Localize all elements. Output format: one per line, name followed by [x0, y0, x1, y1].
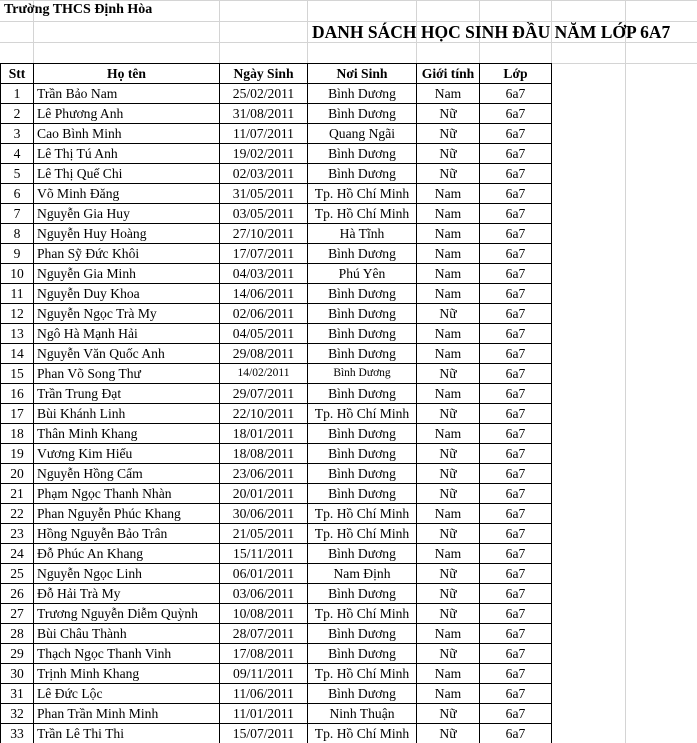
cell-gender[interactable]: Nam: [417, 204, 480, 224]
table-row: [1, 464, 552, 484]
table-body: [1, 84, 552, 743]
cell-class[interactable]: 6a7: [480, 104, 552, 124]
cell-gender[interactable]: Nam: [417, 684, 480, 704]
cell-birthplace[interactable]: Bình Dương: [308, 364, 417, 384]
cell-dob[interactable]: 11/01/2011: [220, 704, 308, 724]
cell-stt[interactable]: 7: [1, 204, 34, 224]
cell-stt[interactable]: 3: [1, 124, 34, 144]
table-row: [1, 224, 552, 244]
cell-name[interactable]: Nguyễn Hồng Cẩm: [34, 464, 220, 484]
cell-stt[interactable]: 11: [1, 284, 34, 304]
cell-name[interactable]: Võ Minh Đăng: [34, 184, 220, 204]
table-row: [1, 124, 552, 144]
cell-birthplace[interactable]: Phú Yên: [308, 264, 417, 284]
cell-gender[interactable]: Nam: [417, 504, 480, 524]
cell-dob[interactable]: 03/06/2011: [220, 584, 308, 604]
cell-class[interactable]: 6a7: [480, 604, 552, 624]
gridline-horizontal: [0, 0, 697, 1]
table-row: [1, 204, 552, 224]
table-row: [1, 724, 552, 743]
cell-gender[interactable]: Nam: [417, 324, 480, 344]
cell-birthplace[interactable]: Hà Tĩnh: [308, 224, 417, 244]
cell-dob[interactable]: 18/01/2011: [220, 424, 308, 444]
cell-dob[interactable]: 22/10/2011: [220, 404, 308, 424]
table-row: [1, 524, 552, 544]
cell-gender[interactable]: Nữ: [417, 144, 480, 164]
cell-name[interactable]: Trần Trung Đạt: [34, 384, 220, 404]
cell-stt[interactable]: 27: [1, 604, 34, 624]
cell-name[interactable]: Trần Lê Thi Thi: [34, 724, 220, 743]
cell-stt[interactable]: 32: [1, 704, 34, 724]
cell-birthplace[interactable]: Tp. Hồ Chí Minh: [308, 664, 417, 684]
cell-birthplace[interactable]: Tp. Hồ Chí Minh: [308, 204, 417, 224]
cell-dob[interactable]: 21/05/2011: [220, 524, 308, 544]
cell-name[interactable]: Nguyễn Gia Huy: [34, 204, 220, 224]
cell-name[interactable]: Nguyễn Ngọc Linh: [34, 564, 220, 584]
cell-name[interactable]: Lê Phương Anh: [34, 104, 220, 124]
cell-stt[interactable]: 22: [1, 504, 34, 524]
cell-birthplace[interactable]: Bình Dương: [308, 104, 417, 124]
cell-class[interactable]: 6a7: [480, 404, 552, 424]
cell-gender[interactable]: Nam: [417, 184, 480, 204]
cell-birthplace[interactable]: Tp. Hồ Chí Minh: [308, 724, 417, 743]
cell-class[interactable]: 6a7: [480, 444, 552, 464]
cell-stt[interactable]: 19: [1, 444, 34, 464]
cell-gender[interactable]: Nữ: [417, 564, 480, 584]
table-row: [1, 564, 552, 584]
cell-class[interactable]: 6a7: [480, 384, 552, 404]
cell-name[interactable]: Thân Minh Khang: [34, 424, 220, 444]
cell-dob[interactable]: 29/08/2011: [220, 344, 308, 364]
cell-gender[interactable]: Nam: [417, 264, 480, 284]
cell-birthplace[interactable]: Bình Dương: [308, 464, 417, 484]
cell-birthplace[interactable]: Tp. Hồ Chí Minh: [308, 184, 417, 204]
cell-name[interactable]: Phan Sỹ Đức Khôi: [34, 244, 220, 264]
cell-dob[interactable]: 04/05/2011: [220, 324, 308, 344]
cell-class[interactable]: 6a7: [480, 464, 552, 484]
cell-gender[interactable]: Nam: [417, 344, 480, 364]
cell-dob[interactable]: 20/01/2011: [220, 484, 308, 504]
cell-birthplace[interactable]: Ninh Thuận: [308, 704, 417, 724]
cell-gender[interactable]: Nữ: [417, 584, 480, 604]
cell-name[interactable]: Trịnh Minh Khang: [34, 664, 220, 684]
cell-stt[interactable]: 26: [1, 584, 34, 604]
cell-dob[interactable]: 11/07/2011: [220, 124, 308, 144]
cell-name[interactable]: Nguyễn Huy Hoàng: [34, 224, 220, 244]
cell-class[interactable]: 6a7: [480, 244, 552, 264]
cell-class[interactable]: 6a7: [480, 704, 552, 724]
cell-name[interactable]: Hồng Nguyễn Bảo Trân: [34, 524, 220, 544]
cell-gender[interactable]: Nữ: [417, 364, 480, 384]
cell-gender[interactable]: Nữ: [417, 444, 480, 464]
cell-dob[interactable]: 14/02/2011: [220, 364, 308, 384]
header-class[interactable]: Lớp: [480, 64, 552, 84]
cell-stt[interactable]: 15: [1, 364, 34, 384]
cell-dob[interactable]: 09/11/2011: [220, 664, 308, 684]
school-name[interactable]: Trường THCS Định Hòa: [4, 2, 153, 17]
cell-class[interactable]: 6a7: [480, 624, 552, 644]
cell-dob[interactable]: 27/10/2011: [220, 224, 308, 244]
cell-class[interactable]: 6a7: [480, 84, 552, 104]
cell-stt[interactable]: 28: [1, 624, 34, 644]
cell-class[interactable]: 6a7: [480, 724, 552, 743]
table-row: [1, 504, 552, 524]
cell-name[interactable]: Ngô Hà Mạnh Hải: [34, 324, 220, 344]
cell-dob[interactable]: 17/08/2011: [220, 644, 308, 664]
cell-name[interactable]: Nguyễn Ngọc Trà My: [34, 304, 220, 324]
table-row: [1, 704, 552, 724]
cell-birthplace[interactable]: Tp. Hồ Chí Minh: [308, 524, 417, 544]
cell-stt[interactable]: 16: [1, 384, 34, 404]
cell-class[interactable]: 6a7: [480, 344, 552, 364]
cell-class[interactable]: 6a7: [480, 264, 552, 284]
cell-name[interactable]: Nguyễn Gia Minh: [34, 264, 220, 284]
student-table: [0, 63, 552, 743]
cell-name[interactable]: Phan Trần Minh Minh: [34, 704, 220, 724]
cell-birthplace[interactable]: Bình Dương: [308, 444, 417, 464]
table-row: [1, 384, 552, 404]
cell-gender[interactable]: Nữ: [417, 484, 480, 504]
cell-birthplace[interactable]: Bình Dương: [308, 344, 417, 364]
cell-name[interactable]: Phạm Ngọc Thanh Nhàn: [34, 484, 220, 504]
cell-gender[interactable]: Nam: [417, 664, 480, 684]
header-name[interactable]: Họ tên: [34, 64, 220, 84]
cell-name[interactable]: Lê Thị Quế Chi: [34, 164, 220, 184]
cell-stt[interactable]: 14: [1, 344, 34, 364]
cell-stt[interactable]: 31: [1, 684, 34, 704]
table-row: [1, 144, 552, 164]
cell-dob[interactable]: 17/07/2011: [220, 244, 308, 264]
cell-name[interactable]: Nguyễn Duy Khoa: [34, 284, 220, 304]
table-row: [1, 684, 552, 704]
cell-dob[interactable]: 04/03/2011: [220, 264, 308, 284]
cell-dob[interactable]: 15/07/2011: [220, 724, 308, 743]
table-row: [1, 284, 552, 304]
cell-dob[interactable]: 29/07/2011: [220, 384, 308, 404]
table-row: [1, 164, 552, 184]
table-row: [1, 324, 552, 344]
cell-birthplace[interactable]: Bình Dương: [308, 84, 417, 104]
cell-birthplace[interactable]: Bình Dương: [308, 144, 417, 164]
header-birthplace[interactable]: Nơi Sinh: [308, 64, 417, 84]
cell-stt[interactable]: 23: [1, 524, 34, 544]
cell-dob[interactable]: 31/08/2011: [220, 104, 308, 124]
cell-stt[interactable]: 1: [1, 84, 34, 104]
cell-stt[interactable]: 4: [1, 144, 34, 164]
cell-gender[interactable]: Nam: [417, 244, 480, 264]
cell-stt[interactable]: 13: [1, 324, 34, 344]
cell-gender[interactable]: Nam: [417, 624, 480, 644]
cell-class[interactable]: 6a7: [480, 424, 552, 444]
cell-gender[interactable]: Nữ: [417, 644, 480, 664]
table-row: [1, 544, 552, 564]
cell-gender[interactable]: Nữ: [417, 724, 480, 743]
cell-gender[interactable]: Nam: [417, 544, 480, 564]
cell-stt[interactable]: 6: [1, 184, 34, 204]
table-row: [1, 484, 552, 504]
cell-stt[interactable]: 9: [1, 244, 34, 264]
table-row: [1, 184, 552, 204]
cell-name[interactable]: Trần Bảo Nam: [34, 84, 220, 104]
cell-gender[interactable]: Nữ: [417, 164, 480, 184]
cell-class[interactable]: 6a7: [480, 324, 552, 344]
cell-birthplace[interactable]: Tp. Hồ Chí Minh: [308, 604, 417, 624]
cell-class[interactable]: 6a7: [480, 524, 552, 544]
table-row: [1, 604, 552, 624]
cell-gender[interactable]: Nữ: [417, 404, 480, 424]
cell-class[interactable]: 6a7: [480, 484, 552, 504]
cell-stt[interactable]: 18: [1, 424, 34, 444]
cell-dob[interactable]: 14/06/2011: [220, 284, 308, 304]
table-row: [1, 304, 552, 324]
cell-stt[interactable]: 21: [1, 484, 34, 504]
cell-gender[interactable]: Nữ: [417, 104, 480, 124]
header-stt[interactable]: Stt: [1, 64, 34, 84]
cell-stt[interactable]: 29: [1, 644, 34, 664]
cell-dob[interactable]: 18/08/2011: [220, 444, 308, 464]
cell-class[interactable]: 6a7: [480, 304, 552, 324]
header-dob[interactable]: Ngày Sinh: [220, 64, 308, 84]
cell-stt[interactable]: 33: [1, 724, 34, 743]
cell-class[interactable]: 6a7: [480, 684, 552, 704]
table-row: [1, 444, 552, 464]
table-row: [1, 624, 552, 644]
cell-class[interactable]: 6a7: [480, 224, 552, 244]
cell-birthplace[interactable]: Bình Dương: [308, 384, 417, 404]
cell-name[interactable]: Đỗ Hải Trà My: [34, 584, 220, 604]
cell-gender[interactable]: Nữ: [417, 524, 480, 544]
table-row: [1, 244, 552, 264]
cell-stt[interactable]: 5: [1, 164, 34, 184]
cell-name[interactable]: Lê Thị Tú Anh: [34, 144, 220, 164]
cell-name[interactable]: Nguyễn Văn Quốc Anh: [34, 344, 220, 364]
cell-stt[interactable]: 12: [1, 304, 34, 324]
cell-stt[interactable]: 20: [1, 464, 34, 484]
table-row: [1, 344, 552, 364]
cell-birthplace[interactable]: Bình Dương: [308, 244, 417, 264]
cell-name[interactable]: Trương Nguyễn Diễm Quỳnh: [34, 604, 220, 624]
cell-dob[interactable]: 30/06/2011: [220, 504, 308, 524]
cell-name[interactable]: Phan Nguyễn Phúc Khang: [34, 504, 220, 524]
cell-birthplace[interactable]: Bình Dương: [308, 684, 417, 704]
cell-dob[interactable]: 03/05/2011: [220, 204, 308, 224]
cell-stt[interactable]: 2: [1, 104, 34, 124]
cell-stt[interactable]: 24: [1, 544, 34, 564]
cell-class[interactable]: 6a7: [480, 184, 552, 204]
cell-birthplace[interactable]: Bình Dương: [308, 544, 417, 564]
cell-name[interactable]: Đỗ Phúc An Khang: [34, 544, 220, 564]
cell-birthplace[interactable]: Bình Dương: [308, 284, 417, 304]
sheet-title[interactable]: DANH SÁCH HỌC SINH ĐẦU NĂM LỚP 6A7: [312, 22, 671, 42]
cell-dob[interactable]: 11/06/2011: [220, 684, 308, 704]
cell-class[interactable]: 6a7: [480, 204, 552, 224]
cell-stt[interactable]: 8: [1, 224, 34, 244]
cell-birthplace[interactable]: Bình Dương: [308, 624, 417, 644]
table-row: [1, 584, 552, 604]
cell-birthplace[interactable]: Bình Dương: [308, 164, 417, 184]
cell-birthplace[interactable]: Tp. Hồ Chí Minh: [308, 404, 417, 424]
cell-stt[interactable]: 25: [1, 564, 34, 584]
cell-birthplace[interactable]: Bình Dương: [308, 484, 417, 504]
header-gender[interactable]: Giới tính: [417, 64, 480, 84]
cell-class[interactable]: 6a7: [480, 164, 552, 184]
table-row: [1, 424, 552, 444]
cell-birthplace[interactable]: Bình Dương: [308, 324, 417, 344]
cell-class[interactable]: 6a7: [480, 664, 552, 684]
cell-gender[interactable]: Nam: [417, 224, 480, 244]
cell-dob[interactable]: 25/02/2011: [220, 84, 308, 104]
cell-gender[interactable]: Nam: [417, 84, 480, 104]
cell-birthplace[interactable]: Bình Dương: [308, 424, 417, 444]
cell-dob[interactable]: 02/03/2011: [220, 164, 308, 184]
cell-gender[interactable]: Nữ: [417, 464, 480, 484]
cell-dob[interactable]: 31/05/2011: [220, 184, 308, 204]
cell-class[interactable]: 6a7: [480, 284, 552, 304]
table-row: [1, 84, 552, 104]
cell-class[interactable]: 6a7: [480, 144, 552, 164]
cell-stt[interactable]: 30: [1, 664, 34, 684]
cell-dob[interactable]: 10/08/2011: [220, 604, 308, 624]
cell-class[interactable]: 6a7: [480, 364, 552, 384]
cell-dob[interactable]: 02/06/2011: [220, 304, 308, 324]
cell-gender[interactable]: Nam: [417, 384, 480, 404]
cell-name[interactable]: Cao Bình Minh: [34, 124, 220, 144]
gridline-vertical: [625, 0, 626, 743]
cell-gender[interactable]: Nam: [417, 284, 480, 304]
table-header-row: [1, 64, 552, 84]
cell-gender[interactable]: Nữ: [417, 124, 480, 144]
table-row: [1, 104, 552, 124]
cell-gender[interactable]: Nữ: [417, 604, 480, 624]
table-row: [1, 664, 552, 684]
table-row: [1, 404, 552, 424]
cell-name[interactable]: Bùi Châu Thành: [34, 624, 220, 644]
cell-class[interactable]: 6a7: [480, 124, 552, 144]
cell-dob[interactable]: 28/07/2011: [220, 624, 308, 644]
cell-name[interactable]: Thạch Ngọc Thanh Vinh: [34, 644, 220, 664]
cell-class[interactable]: 6a7: [480, 544, 552, 564]
cell-dob[interactable]: 15/11/2011: [220, 544, 308, 564]
cell-class[interactable]: 6a7: [480, 504, 552, 524]
table-row: [1, 264, 552, 284]
cell-name[interactable]: Vương Kim Hiếu: [34, 444, 220, 464]
cell-birthplace[interactable]: Tp. Hồ Chí Minh: [308, 504, 417, 524]
cell-birthplace[interactable]: Bình Dương: [308, 304, 417, 324]
cell-stt[interactable]: 10: [1, 264, 34, 284]
cell-gender[interactable]: Nam: [417, 424, 480, 444]
cell-name[interactable]: Lê Đức Lộc: [34, 684, 220, 704]
table-row: [1, 644, 552, 664]
cell-birthplace[interactable]: Bình Dương: [308, 644, 417, 664]
cell-gender[interactable]: Nữ: [417, 304, 480, 324]
cell-class[interactable]: 6a7: [480, 644, 552, 664]
cell-class[interactable]: 6a7: [480, 584, 552, 604]
cell-gender[interactable]: Nữ: [417, 704, 480, 724]
table-row: [1, 364, 552, 384]
cell-stt[interactable]: 17: [1, 404, 34, 424]
cell-dob[interactable]: 23/06/2011: [220, 464, 308, 484]
cell-birthplace[interactable]: Bình Dương: [308, 584, 417, 604]
cell-birthplace[interactable]: Quang Ngãi: [308, 124, 417, 144]
cell-dob[interactable]: 06/01/2011: [220, 564, 308, 584]
cell-name[interactable]: Bùi Khánh Linh: [34, 404, 220, 424]
cell-birthplace[interactable]: Nam Định: [308, 564, 417, 584]
cell-dob[interactable]: 19/02/2011: [220, 144, 308, 164]
cell-class[interactable]: 6a7: [480, 564, 552, 584]
cell-name[interactable]: Phan Võ Song Thư: [34, 364, 220, 384]
